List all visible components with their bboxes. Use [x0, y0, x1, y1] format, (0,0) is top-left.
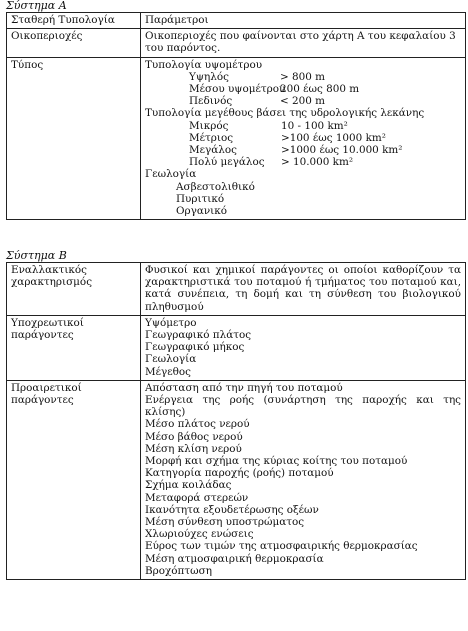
geology-class: Ασβεστολιθικό [176, 180, 255, 193]
list-item: Υψόμετρο [145, 316, 197, 329]
alternative-label: Εναλλακτικός χαρακτηρισμός [7, 263, 141, 316]
list-item: Μέγεθος [145, 365, 191, 378]
list-item: Απόσταση από την πηγή του ποταμού [145, 381, 343, 394]
size-class: Μεγάλος >1000 έως 10.000 km² [189, 144, 403, 157]
altitude-class: Μέσου υψομέτρου200 έως 800 m [189, 83, 360, 96]
optional-row [7, 380, 466, 579]
size-heading: Τυπολογία μεγέθους βάσει της υδρολογικής λεκάνης [145, 107, 425, 120]
altitude-heading: Τυπολογία υψομέτρου [145, 58, 263, 71]
optional-label: Προαιρετικοί παράγοντες [7, 380, 141, 579]
mandatory-factors [141, 315, 466, 380]
alternative-text: Φυσικοί και χημικοί παράγοντες οι οποίοι καθορίζουν τα χαρακτηριστικά του ποταμού ή τμήματος του ποταμού και, κατά συνέπεια, τη δομή και τη σύνθεση του βιολογικού πληθυσμού [141, 263, 466, 316]
list-item: Κατηγορία παροχής (ροής) ποταμού [145, 467, 334, 480]
size-class: Μικρός 10 - 100 km² [189, 119, 348, 132]
geology-class: Πυριτικό [176, 192, 225, 205]
header-parameters: Παράμετροι [141, 13, 466, 29]
list-item: Μέση ατμοσφαιρική θερμοκρασία [145, 552, 324, 565]
ecoregions-label: Οικοπεριοχές [7, 29, 141, 57]
mandatory-row [7, 315, 466, 380]
alternative-row [7, 263, 466, 316]
list-item: Μορφή και σχήμα της κύριας κοίτης του ποταμού [145, 455, 408, 468]
mandatory-label: Υποχρεωτικοί παράγοντες [7, 315, 141, 380]
altitude-class: Πεδινός < 200 m [189, 95, 325, 108]
geology-heading: Γεωλογία [145, 168, 197, 181]
geology-class: Οργανικό [176, 205, 227, 218]
list-item: Βροχόπτωση [145, 564, 212, 577]
list-item: Γεωλογία [145, 353, 197, 366]
system-a-table [6, 12, 466, 220]
list-item: Μέσο πλάτος νερού [145, 418, 250, 431]
ecoregions-text: Οικοπεριοχές που φαίνονται στο χάρτη Α του κεφαλαίου 3 του παρόντος. [141, 29, 466, 57]
table-header-row [7, 13, 466, 29]
ecoregions-row [7, 29, 466, 57]
list-item: Σχήμα κοιλάδας [145, 479, 232, 492]
list-item: Γεωγραφικό μήκος [145, 341, 245, 354]
size-class: Πολύ μεγάλος > 10.000 km² [189, 156, 353, 169]
system-b-table [6, 262, 466, 580]
list-item: Μέση κλίση νερού [145, 442, 242, 455]
list-item: Μέση σύνθεση υποστρώματος [145, 516, 305, 529]
type-parameters [141, 57, 466, 220]
altitude-class: Υψηλός > 800 m [189, 70, 325, 83]
system-a-caption: Σύστημα Α [6, 0, 67, 12]
list-item: Γεωγραφικό πλάτος [145, 329, 252, 342]
size-class: Μέτριος >100 έως 1000 km² [189, 131, 386, 144]
type-label: Τύπος [7, 57, 141, 220]
list-item: Ενέργεια της ροής (συνάρτηση της παροχής και της κλίσης) [145, 394, 461, 419]
list-item: Μέσο βάθος νερού [145, 430, 243, 443]
list-item: Ικανότητα εξουδετέρωσης οξέων [145, 503, 319, 516]
system-b-caption: Σύστημα Β [6, 249, 67, 262]
header-fixed-typology: Σταθερή Τυπολογία [7, 13, 141, 29]
list-item: Χλωριούχες ενώσεις [145, 528, 254, 541]
list-item: Εύρος των τιμών της ατμοσφαιρικής θερμοκρασίας [145, 540, 418, 553]
type-row [7, 57, 466, 220]
optional-factors [141, 380, 466, 579]
list-item: Μεταφορά στερεών [145, 491, 249, 504]
